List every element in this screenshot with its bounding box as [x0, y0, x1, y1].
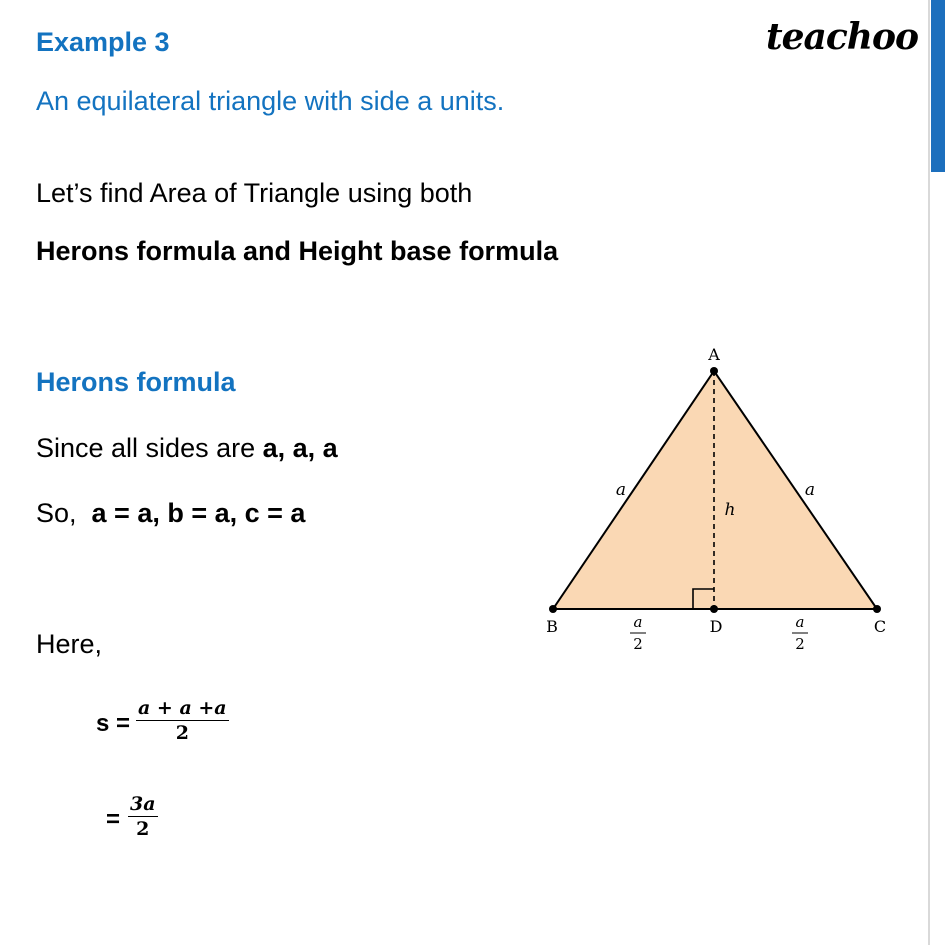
s-fraction [136, 696, 229, 745]
half-right-denominator: 2 [795, 635, 805, 653]
scrollbar-thumb[interactable] [931, 0, 945, 172]
result-denominator: 2 [136, 818, 150, 840]
equilateral-triangle-figure [530, 340, 900, 660]
vertex-a-label: A [708, 345, 720, 364]
half-left-denominator: 2 [633, 635, 643, 653]
section-title: Herons formula [36, 367, 236, 397]
so-prefix: So, [36, 498, 92, 528]
result-fraction [128, 792, 158, 841]
half-left-numerator: a [633, 613, 643, 631]
equals-label: = [106, 806, 121, 833]
intro-line: Let’s find Area of Triangle using both [36, 178, 473, 208]
teachoo-logo: teachoo [766, 16, 918, 58]
result-numerator: 3a [130, 793, 156, 815]
vertex-b-point [549, 605, 557, 613]
s-numerator: a + a +a [138, 697, 227, 719]
s-label: s = [96, 710, 131, 737]
so-value: a = a, b = a, c = a [91, 498, 306, 528]
vertex-a-point [710, 367, 718, 375]
side-left-label: a [615, 480, 627, 500]
example-heading: Example 3 [36, 27, 170, 57]
foot-d-point [710, 605, 718, 613]
vertex-c-point [873, 605, 881, 613]
here-label: Here, [36, 629, 103, 659]
sides-prefix: Since all sides are [36, 433, 263, 463]
side-right-label: a [804, 480, 816, 500]
scrollbar-edge [928, 0, 930, 945]
intro-methods: Herons formula and Height base formula [36, 236, 559, 266]
sides-line [36, 432, 338, 464]
so-line [36, 497, 305, 529]
sides-value: a, a, a [262, 433, 338, 463]
vertex-c-label: C [873, 617, 887, 636]
vertex-b-label: B [546, 617, 558, 636]
half-right-numerator: a [795, 613, 805, 631]
s-denominator: 2 [175, 722, 189, 744]
foot-d-label: D [709, 617, 723, 636]
triangle-shape [553, 371, 877, 609]
question-text: An equilateral triangle with side a units. [36, 86, 505, 116]
height-label: h [724, 500, 736, 520]
